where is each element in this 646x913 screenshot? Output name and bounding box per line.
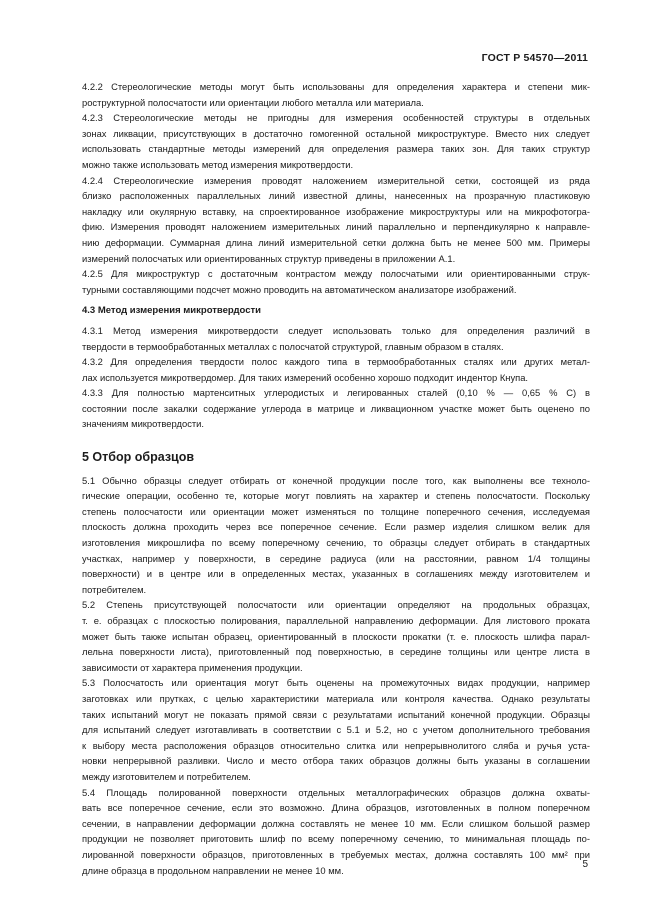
text-line: близко расположенных параллельных линий известной длины, нанесенных на прозрачную пластиковую: [82, 190, 590, 202]
text-line: заготовках или прутках, с целью характеристики материала или контроля качества. Однако результаты: [82, 692, 590, 704]
text-line: роструктурной полосчатости или ориентации любого металла или материала.: [82, 96, 424, 108]
paragraph: [82, 110, 590, 172]
paragraph: [82, 785, 590, 879]
text-line: изготовления микрошлифа по всему поперечному сечению, то образцы следует отбирать в стандартных: [82, 537, 590, 549]
text-line: использовать стандартные методы измерений для определения размера таких зон. Для таких структур: [82, 143, 590, 155]
text-line: лированной поверхности образцов, приготовленных в требуемых местах, должна составлять 100 мм² при: [82, 848, 590, 860]
text-line: 5.1 Обычно образцы следует отбирать от конечной продукции после того, как выполнены все техноло-: [82, 474, 590, 486]
text-line: для испытаний следует изготавливать в соответствии с 5.1 и 5.2, но с учетом дополнительного требования: [82, 724, 590, 736]
paragraph: [82, 385, 590, 432]
text-line: между изготовителем и потребителем.: [82, 770, 251, 782]
text-line: измерений полосчатых или ориентированных структур приведены в приложении А.1.: [82, 252, 456, 264]
text-line: 4.3.3 Для полностью мартенситных углеродистых и легированных сталей (0,10 % — 0,65 % С) в: [82, 387, 590, 399]
paragraph: [82, 473, 590, 598]
text-line: турными составляющими подсчет можно проводить на автоматическом анализаторе изображений.: [82, 283, 517, 295]
text-line: 4.3.2 Для определения твердости полос каждого типа в термообработанных сталях или других метал-: [82, 356, 590, 368]
text-line: 4.2.3 Стереологические методы не пригодны для измерения особенностей структуры в отдельных: [82, 112, 590, 124]
text-line: может быть также испытан образец, ориентированный в плоскости прокатки (т. е. плоскость шлифа парал-: [82, 630, 590, 642]
subsection-title-4-3: 4.3 Метод измерения микротвердости: [82, 305, 261, 317]
text-line: 4.2.2 Стереологические методы могут быть использованы для определения характера и степени мик-: [82, 81, 590, 92]
page-number: 5: [582, 859, 588, 870]
text-line: 4.2.4 Стереологические измерения проводят наложением измерительной сетки, состоящей из ряда: [82, 174, 590, 186]
text-line: можно также использовать метод измерения микротвердости.: [82, 158, 354, 170]
paragraph: [82, 173, 590, 267]
text-line: степень полосчатости или ориентации может изменяться по толщине поперечного сечения, исследуемая: [82, 505, 590, 517]
text-line: нию деформации. Суммарная длина линий измерительной сетки должна быть не менее 500 мм. Примеры: [82, 236, 590, 248]
section-5-paragraphs: [82, 473, 590, 878]
text-line: твердости в термообработанных металлах с полосчатой структурой, главным образом в сталях.: [82, 340, 504, 352]
clause-4-3-paragraphs: [82, 323, 590, 432]
text-line: плоскость должна проходить через все поперечное сечение. Если размер изделия слишком велик для: [82, 521, 590, 533]
text-line: зависимости от характера применения продукции.: [82, 661, 303, 673]
paragraph: [82, 266, 590, 297]
paragraph: [82, 323, 590, 354]
text-line: лах используется микротвердомер. Для таких измерений особенно хорошо подходит индентор Кнупа.: [82, 371, 529, 383]
text-line: зонах ликвации, присутствующих в достаточно гомогенной остальной микроструктуре. Вместо них следует: [82, 127, 590, 139]
text-line: лельна поверхности листа), приготовленный под поверхностью, в середине толщины или центре листа в: [82, 646, 590, 658]
text-line: новки непрерывной разливки. Число и место отбора таких образцов должны быть указаны в соглашении: [82, 755, 590, 767]
paragraph: [82, 597, 590, 675]
text-line: фию. Измерения проводят наложением измерительных линий параллельно и перпендикулярно к направле-: [82, 221, 590, 233]
text-line: участках, например у поверхности, в середине радиуса (или на расстоянии, равном 1/4 толщины: [82, 552, 590, 564]
text-line: вать все поперечное сечение, если это возможно. Длина образцов, изготовленных в полном поперечном: [82, 802, 590, 814]
text-line: 5.4 Площадь полированной поверхности отдельных металлографических образцов должна охваты-: [82, 786, 590, 798]
text-line: 5.2 Степень присутствующей полосчатости или ориентации определяют на продольных образцах,: [82, 599, 590, 611]
text-line: 4.3.1 Метод измерения микротвердости следует использовать только для определения различий в: [82, 324, 590, 336]
clause-4-2-paragraphs: [82, 79, 590, 297]
section-title-5: 5 Отбор образцов: [82, 450, 195, 465]
text-line: продукции не позволяет приготовить шлиф по всему поперечному сечению, то минимальная площадь по-: [82, 833, 590, 845]
text-line: потребителем.: [82, 583, 147, 595]
paragraph: [82, 675, 590, 784]
text-line: к выбору места расположения образцов относительно слитка или непрерывнолитого сляба и ручья уста-: [82, 739, 590, 751]
standard-number: ГОСТ Р 54570—2011: [481, 52, 588, 64]
text-line: гические операции, особенно те, которые могут повлиять на характер и степень полосчатости. Поскольку: [82, 490, 590, 502]
document-body: [82, 79, 590, 878]
text-line: значениям микротвердости.: [82, 418, 205, 430]
text-line: состоянии после закалки содержание углерода в матрице и ликвационном участке может быть оценено по: [82, 402, 590, 414]
text-line: поверхности) и в центре или в определенных местах, указанных в соглашениях между изготовителем и: [82, 568, 590, 580]
text-line: т. е. образцах с плоскостью полирования, параллельной направлению деформации. Для листового проката: [82, 615, 590, 626]
text-line: сечении, в направлении деформации должна составлять не менее 10 мм. Если слишком большой размер: [82, 817, 590, 829]
paragraph: [82, 79, 590, 110]
text-line: таких испытаний могут не показать прямой связи с результатами испытаний конечной продукции. Образцы: [82, 708, 590, 720]
paragraph: [82, 354, 590, 385]
text-line: 4.2.5 Для микроструктур с достаточным контрастом между полосчатыми или ориентированными струк-: [82, 268, 590, 280]
text-line: накладку или окулярную вставку, на спроектированное изображение микроструктуры или на микрофотогра-: [82, 205, 590, 217]
text-line: 5.3 Полосчатость или ориентация могут быть оценены на промежуточных видах продукции, например: [82, 677, 590, 689]
text-line: длине образца в продольном направлении не менее 10 мм.: [82, 864, 344, 876]
